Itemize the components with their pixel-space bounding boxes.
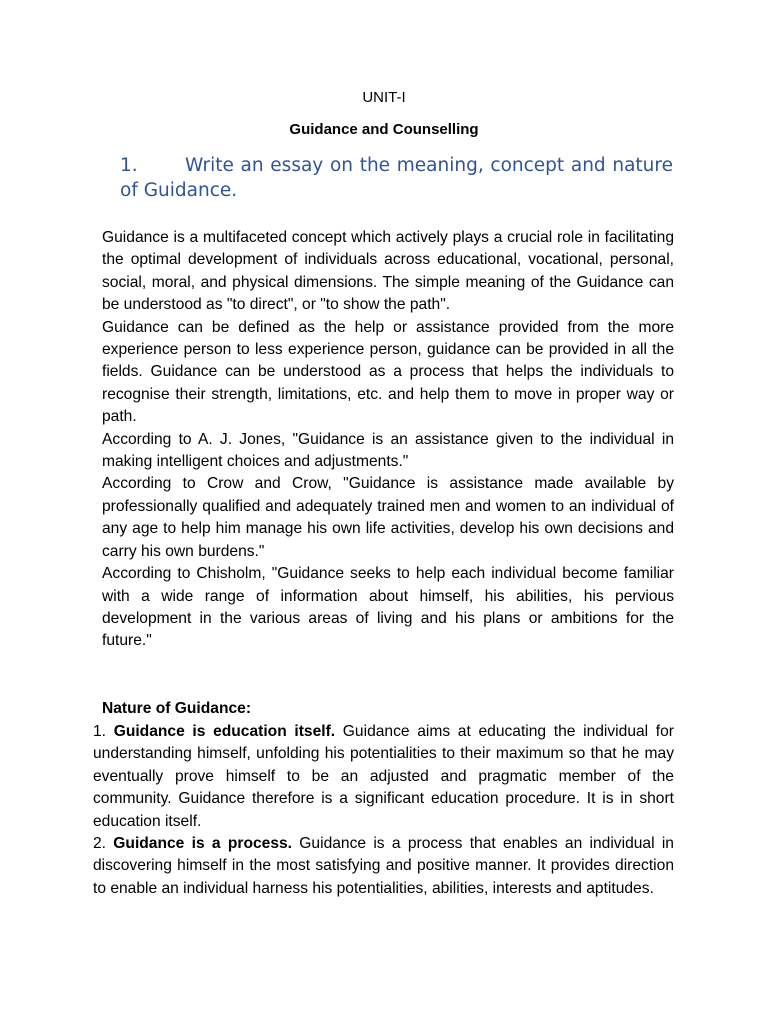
question-text: Write an essay on the meaning, concept and nature of Guidance. <box>120 155 673 201</box>
question-heading <box>120 153 673 203</box>
paragraph-jones-quote: According to A. J. Jones, "Guidance is an assistance given to the individual in making intelligent choices and adjustments." <box>102 430 674 471</box>
paragraph-meaning: Guidance is a multifaceted concept which actively plays a crucial role in facilitating the optimal development of individuals across educational, vocational, personal, social, moral, and physical dimensions. The simple meaning of the Guidance can be understood as "to direct", or "to show the path". <box>102 229 674 314</box>
list-item-text: Guidance aims at educating the individual for understanding himself, unfolding his potentialities to their maximum so that he may eventually prove himself to be an adjusted and pragmatic member of the community. Guidance therefore is a significant education procedure. It is in short education itself. <box>93 723 674 830</box>
list-item-title: Guidance is education itself. <box>113 723 336 740</box>
unit-label: UNIT-I <box>362 89 406 106</box>
list-item <box>93 833 674 900</box>
body-text <box>102 227 674 653</box>
paragraph-chisholm-quote: According to Chisholm, "Guidance seeks to help each individual become familiar with a wide range of information about himself, his abilities, his pervious development in the various areas of living and his plans or ambitions for the future." <box>102 565 674 650</box>
nature-heading: Nature of Guidance: <box>102 700 252 717</box>
subject-title: Guidance and Counselling <box>289 121 479 138</box>
list-item-text: Guidance is a process that enables an individual in discovering himself in the most satisfying and positive manner. It provides direction to enable an individual harness his potentialities, abilities, interests and aptitudes. <box>93 835 674 897</box>
list-item-title: Guidance is a process. <box>113 835 293 853</box>
list-item <box>93 721 674 833</box>
question-number: 1. <box>120 155 138 176</box>
paragraph-crow-quote: According to Crow and Crow, "Guidance is assistance made available by professionally qualified and adequately trained men and women to an individual of any age to help him manage his own life activities, develop his own decisions and carry his own burdens." <box>102 475 674 560</box>
list-item-number: 1. <box>93 723 107 740</box>
paragraph-definition: Guidance can be defined as the help or assistance provided from the more experience person to less experience person, guidance can be provided in all the fields. Guidance can be understood as a process that helps the individuals to recognise their strength, limitations, etc. and help them to move in proper way or path. <box>102 318 674 426</box>
list-item-number: 2. <box>93 835 107 853</box>
nature-list <box>93 721 674 900</box>
